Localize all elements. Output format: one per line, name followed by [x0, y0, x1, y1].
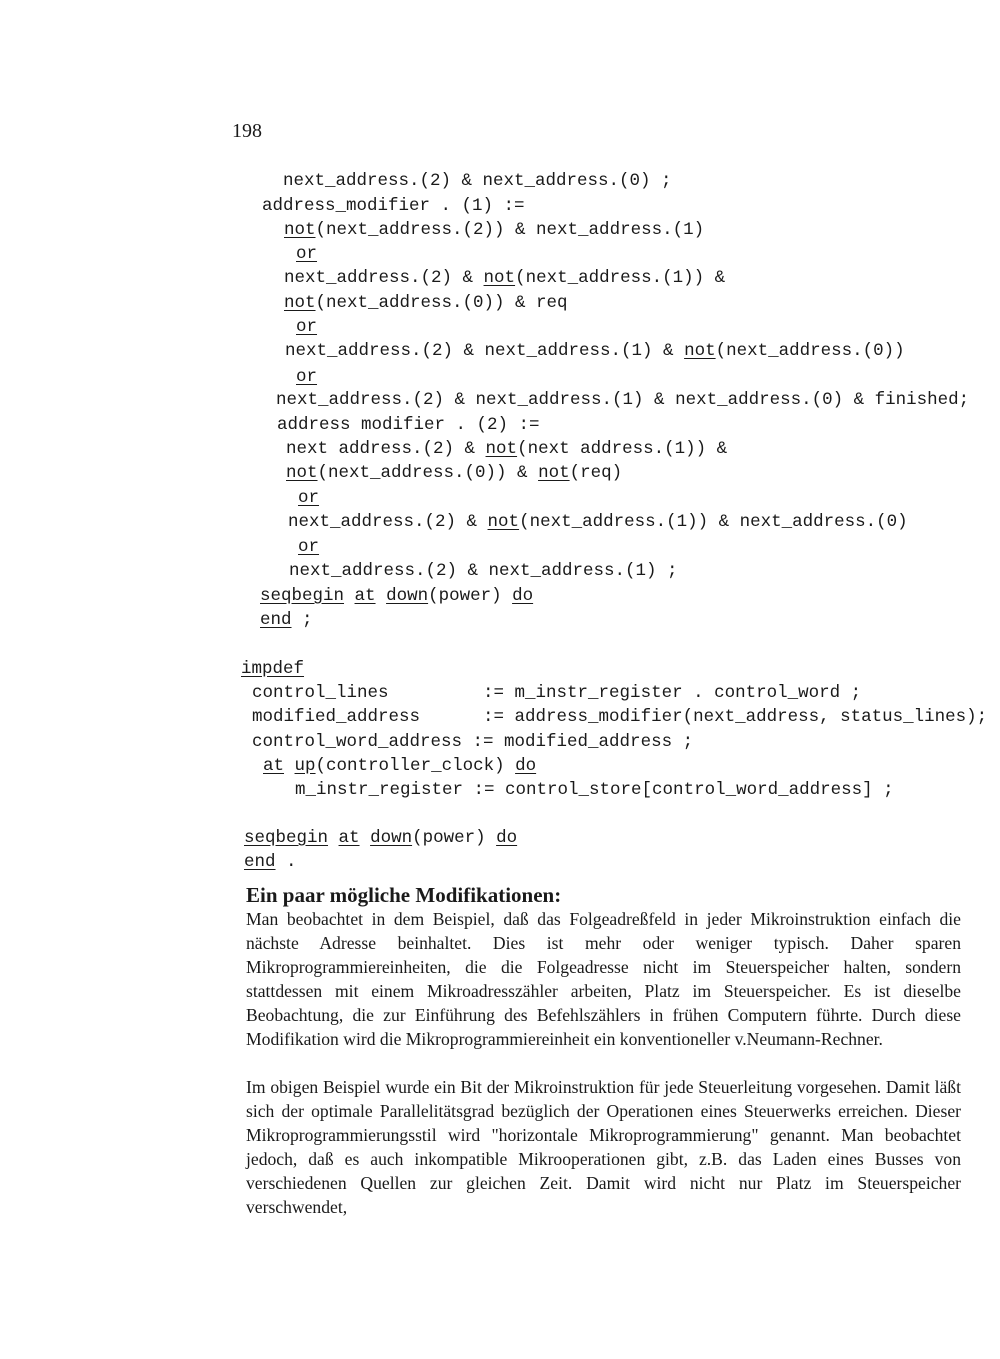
code-text: next_address.(2) & [288, 512, 488, 532]
code-keyword: not [483, 268, 516, 288]
code-text: (next_address.(1)) & next_address.(0) [519, 512, 908, 532]
code-keyword: up [294, 756, 316, 776]
section-heading: Ein paar mögliche Modifikationen: [246, 883, 562, 907]
code-keyword: not [684, 341, 716, 361]
code-text: (power) [412, 828, 497, 848]
code-keyword: down [370, 828, 413, 848]
code-keyword: not [286, 463, 318, 483]
code-line [283, 170, 672, 192]
code-keyword: not [487, 512, 520, 532]
code-line [298, 487, 319, 509]
code-keyword: or [296, 367, 318, 387]
code-line [284, 219, 704, 241]
code-keyword: do [496, 828, 518, 848]
code-text: (next address.(1)) & [517, 439, 728, 459]
code-keyword: do [515, 756, 537, 776]
code-text: control_lines := m_instr_register . control_word ; [252, 683, 862, 703]
code-keyword: not [538, 463, 570, 483]
code-keyword: or [296, 244, 318, 264]
code-keyword: seqbegin [260, 586, 345, 606]
code-text [360, 828, 371, 848]
code-line [252, 706, 987, 728]
code-keyword: end [260, 610, 292, 630]
code-line [244, 827, 517, 849]
code-text: address_modifier . (1) := [262, 196, 525, 216]
code-keyword: at [338, 828, 360, 848]
code-keyword: or [298, 488, 320, 508]
code-keyword: not [485, 439, 518, 459]
code-text: next address.(2) & [286, 439, 486, 459]
page-number: 198 [232, 120, 262, 142]
code-line [295, 779, 894, 801]
code-line [286, 438, 727, 460]
code-line [263, 755, 536, 777]
code-text: (next_address.(0)) & [317, 463, 539, 483]
code-keyword: not [284, 220, 316, 240]
code-text: next_address.(2) & next_address.(1) ; [289, 561, 678, 581]
code-keyword: down [386, 586, 429, 606]
code-line [284, 267, 725, 289]
code-line [260, 585, 533, 607]
code-line [289, 560, 678, 582]
code-line [284, 292, 568, 314]
code-line [298, 536, 319, 558]
code-text: (next_address.(0)) [715, 341, 905, 361]
code-text [376, 586, 387, 606]
code-text: (controller_clock) [315, 756, 516, 776]
code-keyword: at [263, 756, 285, 776]
code-line [288, 511, 908, 533]
code-line [276, 389, 969, 411]
paragraph [246, 1075, 961, 1219]
code-keyword: do [512, 586, 534, 606]
code-text: (next_address.(2)) & next_address.(1) [315, 220, 705, 240]
paragraph-text: Man beobachtet in dem Beispiel, daß das Folgeadreßfeld in jeder Mikroinstruktion einfach die nächste Adresse beinhaltet. Dies ist mehr oder weniger typisch. Daher sparen Mikroprogrammiereinheiten, die die Folgeadresse nicht im Steuerspeicher halten, sondern stattdessen mit einem Mikroadresszähler arbeiten, Platz im Steuerspeicher. Es ist dieselbe Beobachtung, die zur Einführung des Befehlszählers in frühen Computern führte. Durch diese Modifikation wird die Mikroprogrammiereinheit ein konventioneller v.Neumann-Rechner. [246, 909, 961, 1049]
code-text: next_address.(2) & next_address.(1) & [285, 341, 685, 361]
code-text: next_address.(2) & next_address.(0) ; [283, 171, 672, 191]
code-text [328, 828, 339, 848]
code-keyword: or [296, 317, 318, 337]
code-text: next_address.(2) & [284, 268, 484, 288]
code-keyword: impdef [241, 659, 305, 679]
code-text [344, 586, 355, 606]
paragraph-text: Im obigen Beispiel wurde ein Bit der Mikroinstruktion für jede Steuerleitung vorgesehen. Damit läßt sich der optimale Parallelitätsgrad bezüglich der Operationen eines Steuerwerks erreichen. Dieser Mikroprogrammierungsstil wird "horizontale Mikroprogrammierung" genannt. Man beobachtet jedoch, daß es auch inkompatible Mikrooperationen gibt, z.B. das Laden eines Busses von verschiedenen Quellen zur gleichen Zeit. Damit wird nicht nur Platz im Steuerspeicher verschwendet, [246, 1077, 961, 1217]
code-text: control_word_address := modified_address ; [252, 732, 694, 752]
code-line [277, 414, 540, 436]
paragraph [246, 907, 961, 1051]
code-line [285, 340, 905, 362]
code-text: (next_address.(1)) & [515, 268, 726, 288]
code-text: ; [291, 610, 313, 630]
code-line [286, 462, 622, 484]
code-keyword: at [354, 586, 376, 606]
code-text: next_address.(2) & next_address.(1) & next_address.(0) & finished; [276, 390, 970, 410]
code-text: modified_address := address_modifier(next_address, status_lines); [252, 707, 988, 727]
code-line [296, 316, 317, 338]
code-line [241, 658, 304, 680]
code-line [296, 366, 317, 388]
code-text: m_instr_register := control_store[control_word_address] ; [295, 780, 894, 800]
code-line [252, 682, 861, 704]
code-text [284, 756, 295, 776]
code-text: (next_address.(0)) & req [315, 293, 568, 313]
code-line [260, 609, 313, 631]
code-keyword: or [298, 537, 320, 557]
code-text: address modifier . (2) := [277, 415, 540, 435]
code-text: . [275, 852, 297, 872]
code-text: (power) [428, 586, 513, 606]
code-line [244, 851, 297, 873]
code-keyword: not [284, 293, 316, 313]
code-text: (req) [569, 463, 623, 483]
code-line [296, 243, 317, 265]
code-line [262, 195, 525, 217]
code-line [252, 731, 693, 753]
code-keyword: end [244, 852, 276, 872]
code-keyword: seqbegin [244, 828, 329, 848]
